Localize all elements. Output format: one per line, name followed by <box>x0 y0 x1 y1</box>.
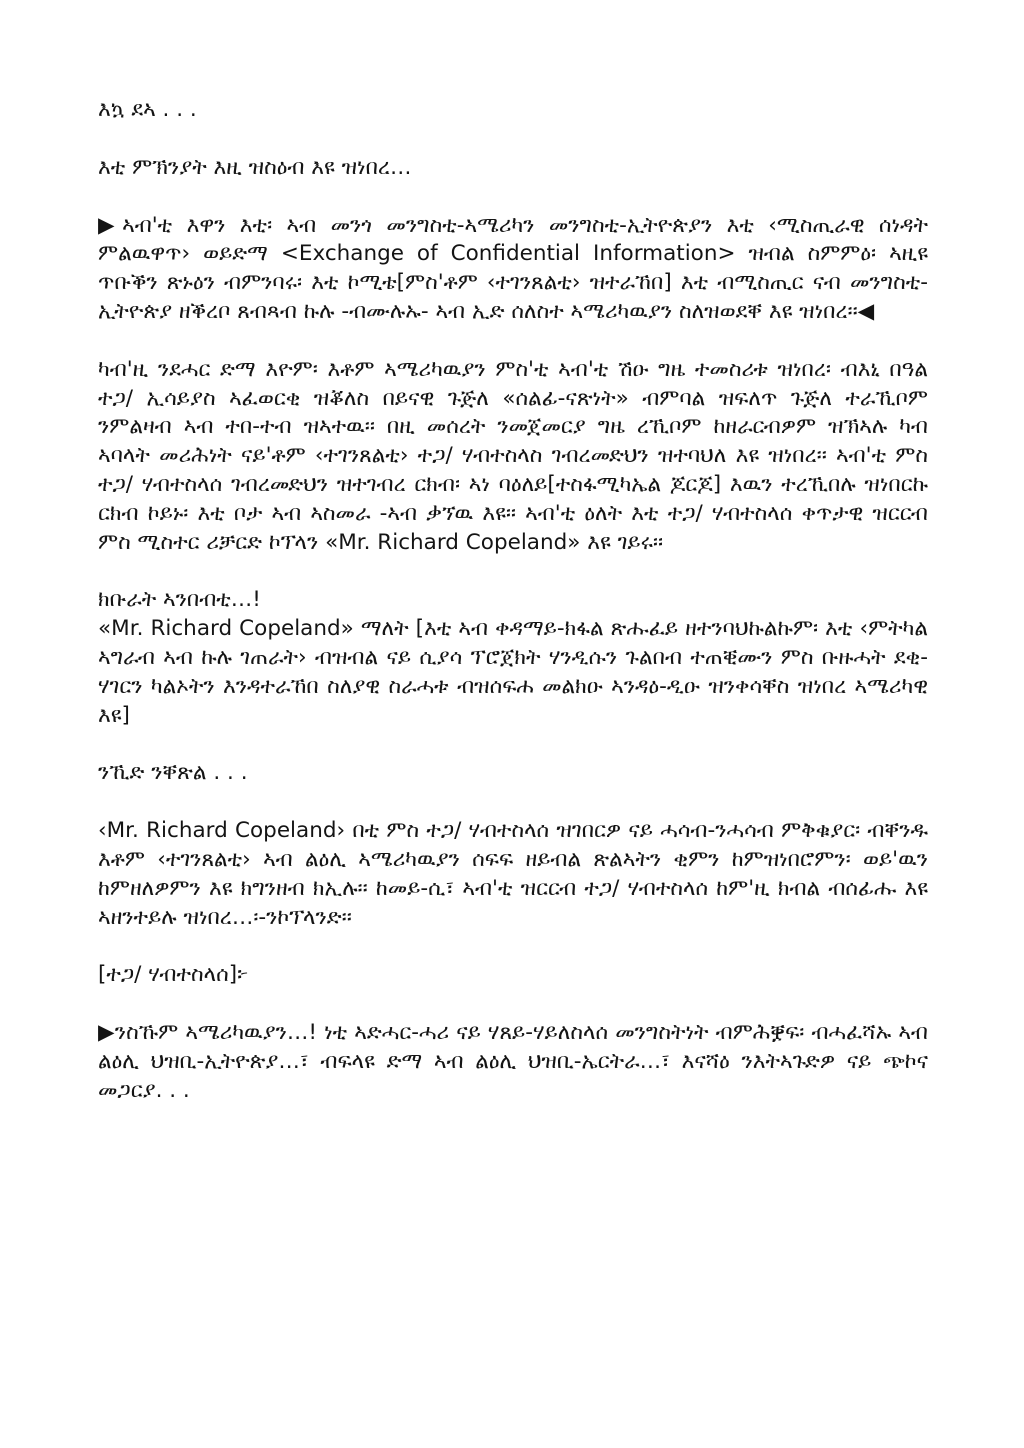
paragraph-quote: ▶ንስኹም ኣሜሪካዉያን…! ነቲ ኣድሓር-ሓሪ ናይ ሃጸይ-ሃይለስላሰ መንግስትነት ብምሕቛፍ፡ ብሓፈሻኡ ኣብ ልዕሊ ህዝቢ-ኢትዮጵያ…፣ ብፍላዩ ድማ ኣብ ልዕሊ ህዝቢ-ኤርትራ…፣ እናሻዕ ንእትኣጉድዎ ናይ ጭኮና መጋርያ. . . <box>98 1020 928 1103</box>
document-page <box>98 96 928 1135</box>
paragraph-meeting: ካብ'ዚ ንደሓር ድማ እዮም፡ እቶም ኣሜሪካዉያን ምስ'ቲ ኣብ'ቲ ሽዑ ግዜ ተመስሪቱ ዝነበረ፡ ብእኒ በዓል ተጋ/ ኢሳይያስ ኣፈወርቂ ዝቖለስ በይናዊ ጉጅለ «ሰልፊ-ናጽነት» ብምባል ዝፍለጥ ጉጅለ ተራኺቦም ንምልዛብ ኣብ ተበ-ተብ ዝኣተዉ፡፡ በዚ መሰረት ንመጀመርያ ግዜ ረኺቦም ከዘራርብዎም ዝኽኣሉ ካብ ኣባላት መሪሕነት ናይ'ቶም ‹ተገንጸልቲ› ተጋ/ ሃብተስላስ ገብረመድህን ዝተባህለ እዩ ዝነበረ፡፡ ኣብ'ቲ ምስ ተጋ/ ሃብተስላሰ ገብረመድህን ዝተገብረ ርክብ፡ ኣነ ባዕለይ[ተስፋሚካኤል ጆርጆ] እዉን ተረኺበሉ ዝነበርኩ ርክብ ኮይኑ፡ እቲ ቦታ ኣብ ኣስመራ -ኣብ ቃኘዉ እዩ፡፡ ኣብ'ቲ ዕለት እቲ ተጋ/ ሃብተስላሰ ቀጥታዊ ዝርርብ ምስ ሚስተር ሪቻርድ ኮፕላን «Mr. Richard Copeland» እዩ ገይሩ፡፡ <box>98 356 928 555</box>
paragraph-dear-readers: ክቡራት ኣንበብቲ…! <box>98 587 261 613</box>
paragraph-copeland-description: «Mr. Richard Copeland» ማለት [እቲ ኣብ ቀዳማይ-ክፋል ጽሑፈይ ዘተንባህኩልኩም፡ እቲ ‹ምትካል ኣግራብ ኣብ ኩሉ ገጠራት› ብዝብል ናይ ሲያሳ ፕሮጀክት ሃንዲሱን ጉልበብ ተጠቒሙን ምስ ቡዙሓት ደቂ-ሃገርን ካልኦትን እንዳተራኸበ ስለያዊ ስራሓቱ ብዝሰፍሐ መልክዑ ኣንዳዕ-ዲዑ ዝንቀሳቐስ ዝነበረ ኣሜሪካዊ እዩ] <box>98 616 928 728</box>
paragraph-exchange-agreement: ▶ኣብ'ቲ እዋን እቲ፡ ኣብ መንጎ መንግስቲ-ኣሜሪካን መንግስቲ-ኢትዮጵያን እቲ ‹ሚስጢራዊ ሰነዳት ምልዉዋጥ› ወይድማ <Exchange of Confidential Information> ዝብል ስምምዕ፡ ኣዚዩ ጥቡቕን ጽኑዕን ብምንባሩ፡ እቲ ኮሚቴ[ምስ'ቶም ‹ተገንጸልቲ› ዝተራኸበ] እቲ ብሚስጢር ናብ መንግስቲ-ኢትዮጵያ ዘቕረቦ ጸብጻብ ኩሉ -ብሙሉኡ- ኣብ ኢድ ሰለስተ ኣሜሪካዉያን ስለዝወደቐ እዩ ዝነበረ፡፡◀ <box>98 212 928 324</box>
paragraph-continue: ንኺድ ንቐጽል . . . <box>98 760 248 786</box>
paragraph-speaker-label: [ተጋ/ ሃብተስላሰ]፦ <box>98 962 249 988</box>
paragraph-reason: እቲ ምኽንያት እዚ ዝስዕብ እዩ ዝነበረ… <box>98 154 412 180</box>
paragraph-copeland-conversation: ‹Mr. Richard Copeland› በቲ ምስ ተጋ/ ሃብተስላሰ ዝገበርዎ ናይ ሓሳብ-ንሓሳብ ምቅቁያር፡ ብቐንዱ እቶም ‹ተገንጸልቲ› ኣብ ልዕሊ ኣሜሪካዉያን ሰፍፍ ዘይብል ጽልኣትን ቂምን ከምዝነበሮምን፡ ወይ'ዉን ከምዘለዎምን እዩ ክግንዘብ ክኢሉ፡፡ ከመይ-ሲ፣ ኣብ'ቲ ዝርርብ ተጋ/ ሃብተስላሰ ከም'ዚ ክብል ብሰፊሑ እዩ ኣዘንተይሉ ዝነበረ…፡-ንኮፕላንድ፡፡ <box>98 818 928 930</box>
paragraph-intro: እኳ ደኣ . . . <box>98 97 197 122</box>
